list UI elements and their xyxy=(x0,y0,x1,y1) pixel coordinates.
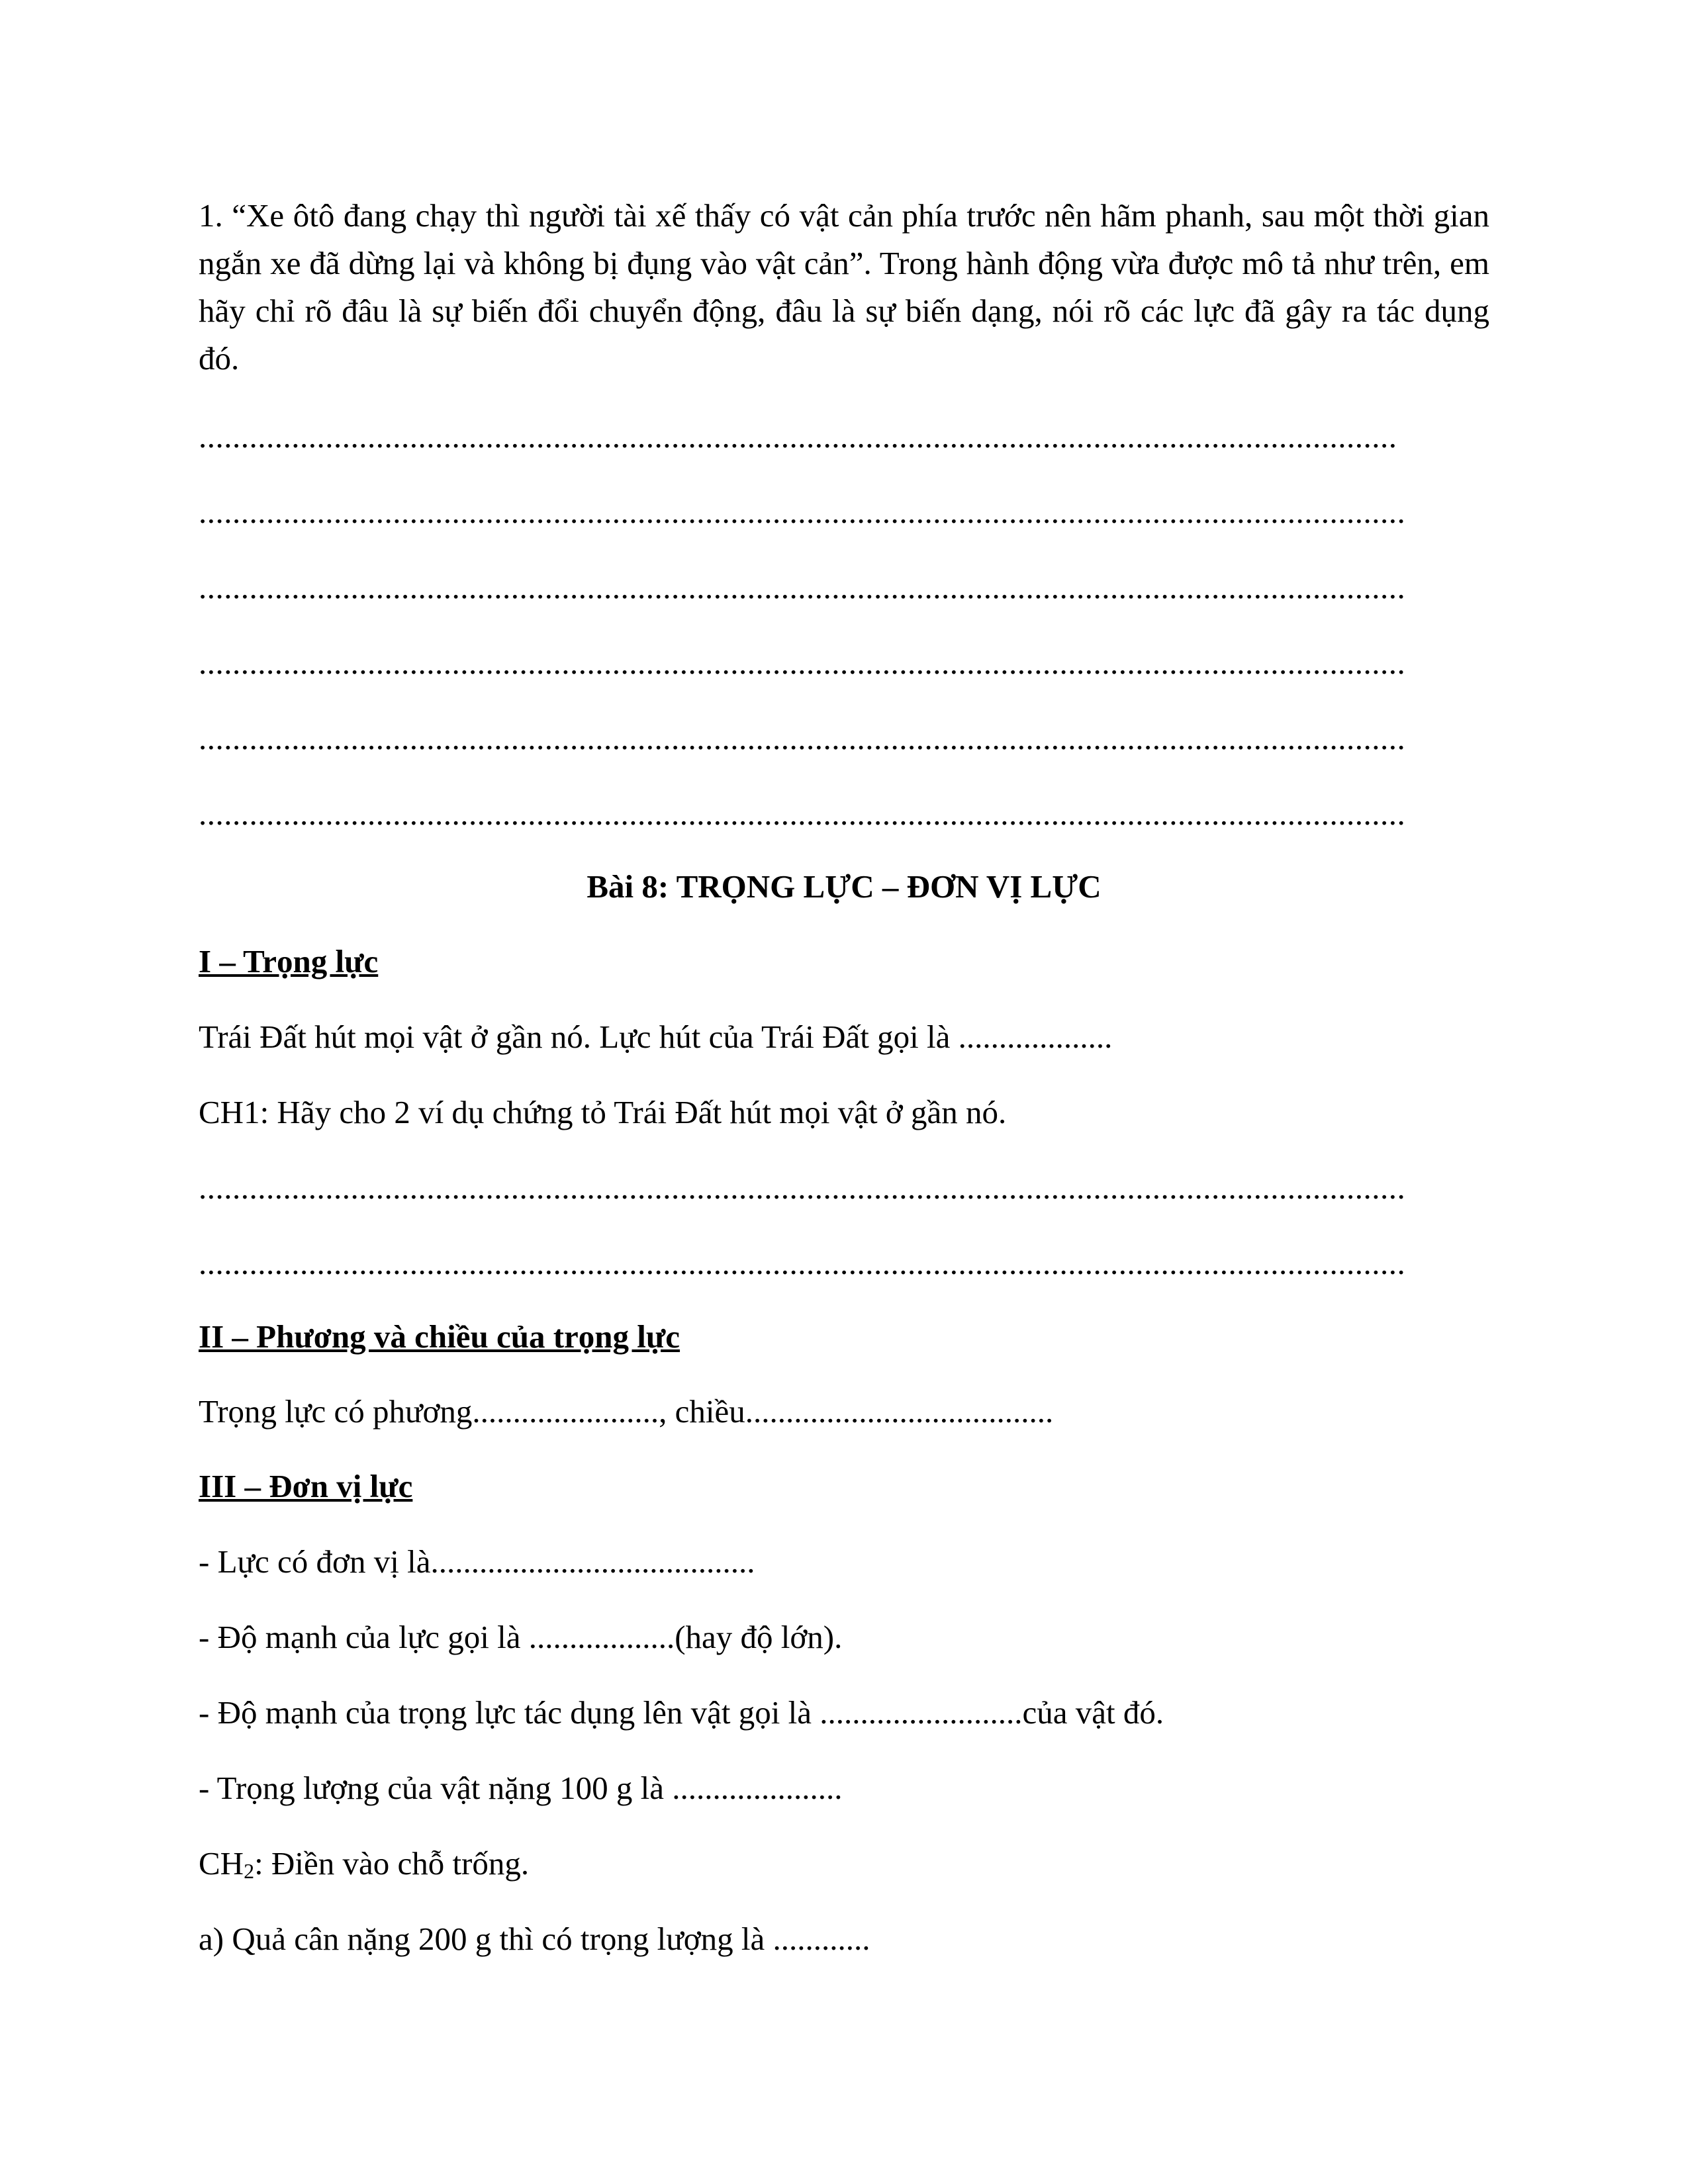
answer-line: ............................................................................................................................................... xyxy=(199,494,1406,530)
answer-line: ............................................................................................................................................... xyxy=(199,645,1406,681)
ch2-item-a: a) Quả cân nặng 200 g thì có trọng lượng là ............ xyxy=(199,1921,870,1957)
lesson-title: Bài 8: TRỌNG LỰC – ĐƠN VỊ LỰC xyxy=(586,868,1102,905)
answer-line: ............................................................................................................................................... xyxy=(199,720,1406,756)
answer-line: ............................................................................................................................................... xyxy=(199,569,1406,606)
answer-line: ............................................................................................................................................... xyxy=(199,1245,1406,1281)
ch2-subscript: 2 xyxy=(244,1859,255,1883)
answer-line: ............................................................................................................................................... xyxy=(199,1169,1406,1206)
section2-statement: Trọng lực có phương......................., chiều...................................... xyxy=(199,1393,1054,1430)
ch2-question xyxy=(199,1844,529,1884)
ch2-prefix: CH xyxy=(199,1845,244,1882)
section-heading-don-vi-luc: III – Đơn vị lực xyxy=(199,1468,413,1504)
answer-line: .............................................................................................................................................. xyxy=(199,418,1397,455)
answer-line: ............................................................................................................................................... xyxy=(199,796,1406,832)
section3-item: - Lực có đơn vị là........................................ xyxy=(199,1543,755,1580)
section3-item: - Độ mạnh của lực gọi là ..................(hay độ lớn). xyxy=(199,1619,843,1655)
section-heading-trong-luc: I – Trọng lực xyxy=(199,943,379,979)
section1-statement: Trái Đất hút mọi vật ở gần nó. Lực hút của Trái Đất gọi là ................... xyxy=(199,1019,1113,1055)
question-1-text: 1. “Xe ôtô đang chạy thì người tài xế thấy có vật cản phía trước nên hãm phanh, sau một thời gian ngắn xe đã dừng lại và không bị đụng vào vật cản”. Trong hành động vừa được mô tả như trên, em hãy chỉ rõ đâu là sự biến đổi chuyển động, đâu là sự biến dạng, nói rõ các lực đã gây ra tác dụng đó. xyxy=(199,197,1489,377)
ch2-rest: : Điền vào chỗ trống. xyxy=(254,1845,530,1882)
section-heading-phuong-chieu: II – Phương và chiều của trọng lực xyxy=(199,1318,680,1355)
worksheet-page xyxy=(199,192,1489,1957)
section3-item: - Độ mạnh của trọng lực tác dụng lên vật gọi là .........................của vật đó. xyxy=(199,1694,1164,1731)
ch1-question: CH1: Hãy cho 2 ví dụ chứng tỏ Trái Đất hút mọi vật ở gần nó. xyxy=(199,1094,1007,1130)
section3-item: - Trọng lượng của vật nặng 100 g là ..................... xyxy=(199,1770,843,1806)
